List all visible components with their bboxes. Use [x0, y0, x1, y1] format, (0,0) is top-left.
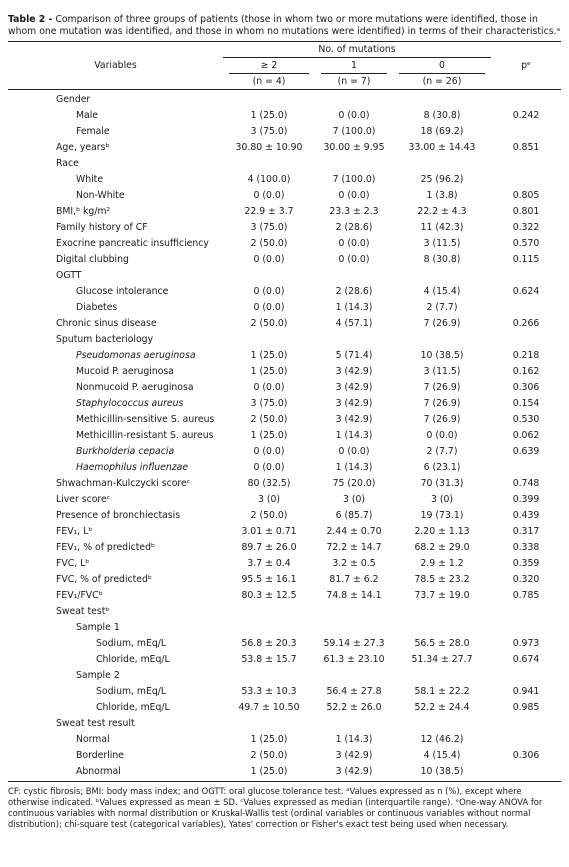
value-cell-g0: 52.2 ± 24.4	[414, 702, 470, 713]
value-cell-g2: 53.8 ± 15.7	[241, 654, 297, 665]
p-value-cell: 0.399	[512, 494, 540, 505]
value-cell-g1: 59.14 ± 27.3	[323, 638, 385, 649]
table-row	[8, 156, 561, 172]
value-cell-g0: 19 (73.1)	[420, 510, 464, 521]
row-label: Sodium, mEq/L	[96, 638, 167, 649]
value-cell-g2: 1 (25.0)	[250, 110, 288, 121]
p-value-cell: 0.941	[512, 686, 540, 697]
value-cell-g0	[393, 668, 491, 684]
mutations-header: No. of mutations	[223, 42, 491, 58]
table-row	[8, 332, 561, 348]
value-cell-g1	[315, 716, 393, 732]
table-row	[8, 172, 561, 188]
table-row	[8, 380, 561, 396]
value-cell-g0: 8 (30.8)	[423, 254, 461, 265]
value-cell-g2: 1 (25.0)	[223, 764, 315, 782]
value-cell-g0: 22.2 ± 4.3	[417, 206, 467, 217]
row-label: Chloride, mEq/L	[96, 702, 170, 713]
row-label: Burkholderia cepacia	[76, 446, 175, 457]
value-cell-g1: 3 (0)	[342, 494, 366, 505]
value-cell-g2	[223, 268, 315, 284]
value-cell-g2: 0 (0.0)	[253, 462, 285, 473]
value-cell-g1: 0 (0.0)	[338, 254, 370, 265]
value-cell-g1: 72.2 ± 14.7	[326, 542, 382, 553]
row-label: Mucoid P. aeruginosa	[76, 366, 174, 377]
value-cell-g0: 4 (15.4)	[423, 750, 461, 761]
value-cell-g1	[315, 268, 393, 284]
value-cell-g1: 2.44 ± 0.70	[326, 526, 382, 537]
row-label: Family history of CF	[56, 222, 148, 233]
p-value-cell: 0.317	[512, 526, 540, 537]
table-row	[8, 236, 561, 252]
row-label: Pseudomonas aeruginosa	[76, 350, 196, 361]
value-cell-g1: 3 (42.9)	[335, 398, 373, 409]
value-cell-g1: 6 (85.7)	[335, 510, 373, 521]
value-cell-g2: 0 (0.0)	[253, 190, 285, 201]
value-cell-g0	[393, 604, 491, 620]
value-cell-g0: 10 (38.5)	[420, 350, 464, 361]
table-row	[8, 428, 561, 444]
value-cell-g2	[223, 604, 315, 620]
value-cell-g0: 10 (38.5)	[393, 764, 491, 782]
p-value-cell: 0.570	[512, 238, 540, 249]
p-value-cell	[491, 732, 561, 748]
value-cell-g1: 23.3 ± 2.3	[329, 206, 379, 217]
value-cell-g0: 3 (11.5)	[423, 238, 461, 249]
value-cell-g1: 2 (28.6)	[335, 222, 373, 233]
group-n-0: (n = 26)	[422, 76, 462, 87]
value-cell-g1: 0 (0.0)	[338, 110, 370, 121]
value-cell-g1	[315, 90, 393, 108]
p-value-cell: 0.785	[512, 590, 540, 601]
p-value-cell	[491, 604, 561, 620]
p-value-cell: 0.154	[512, 398, 540, 409]
p-value-cell: 0.242	[512, 110, 540, 121]
value-cell-g1: 0 (0.0)	[338, 446, 370, 457]
value-cell-g2: 0 (0.0)	[253, 302, 285, 313]
table-caption-text: Comparison of three groups of patients (those in whom two or more mutations were identified, those in whom one mutation was identified, and those in whom no mutations were identified) in terms of their characteristics.ᵃ	[8, 14, 561, 37]
value-cell-g0: 78.5 ± 23.2	[414, 574, 470, 585]
p-value-cell: 0.359	[512, 558, 540, 569]
row-label: Sweat test result	[56, 718, 135, 729]
value-cell-g1: 3 (42.9)	[335, 750, 373, 761]
row-label: Haemophilus influenzae	[76, 462, 189, 473]
row-label: Sputum bacteriology	[56, 334, 154, 345]
table-row	[8, 620, 561, 636]
value-cell-g2: 0 (0.0)	[253, 446, 285, 457]
row-label: White	[76, 174, 104, 185]
value-cell-g2: 3 (75.0)	[250, 222, 288, 233]
p-value-cell	[491, 156, 561, 172]
value-cell-g1: 2 (28.6)	[335, 286, 373, 297]
table-row	[8, 508, 561, 524]
value-cell-g0: 3 (0)	[430, 494, 454, 505]
p-value-cell	[491, 668, 561, 684]
comparison-table-body	[8, 90, 561, 782]
value-cell-g1	[315, 668, 393, 684]
value-cell-g1: 7 (100.0)	[332, 174, 376, 185]
table-row	[8, 572, 561, 588]
value-cell-g0: 58.1 ± 22.2	[414, 686, 470, 697]
row-label: Methicillin-resistant S. aureus	[76, 430, 214, 441]
value-cell-g2: 1 (25.0)	[250, 366, 288, 377]
p-value-cell: 0.062	[512, 430, 540, 441]
table-row	[8, 716, 561, 732]
value-cell-g1	[315, 604, 393, 620]
row-label: Chronic sinus disease	[56, 318, 157, 329]
table-row	[8, 364, 561, 380]
value-cell-g1: 75 (20.0)	[332, 478, 376, 489]
value-cell-g1: 52.2 ± 26.0	[326, 702, 382, 713]
value-cell-g0	[393, 332, 491, 348]
value-cell-g1: 5 (71.4)	[335, 350, 373, 361]
table-row	[8, 700, 561, 716]
p-value-cell	[491, 172, 561, 188]
row-label: Presence of bronchiectasis	[56, 510, 181, 521]
p-value-cell	[491, 90, 561, 108]
p-value-cell: 0.801	[512, 206, 540, 217]
value-cell-g2	[223, 620, 315, 636]
value-cell-g0: 2 (7.7)	[426, 446, 458, 457]
table-body	[8, 90, 561, 782]
table-row	[8, 348, 561, 364]
value-cell-g0	[393, 90, 491, 108]
value-cell-g1: 56.4 ± 27.8	[326, 686, 382, 697]
p-header: pᵉ	[521, 60, 531, 71]
value-cell-g0	[393, 620, 491, 636]
table-page	[8, 0, 561, 830]
table-row	[8, 540, 561, 556]
value-cell-g2: 0 (0.0)	[253, 254, 285, 265]
value-cell-g2: 1 (25.0)	[250, 430, 288, 441]
row-label: FEV₁, % of predictedᵇ	[56, 542, 156, 553]
value-cell-g1: 30.00 ± 9.95	[323, 142, 385, 153]
row-label: Staphylococcus aureus	[76, 398, 184, 409]
value-cell-g0: 12 (46.2)	[420, 734, 464, 745]
table-row	[8, 252, 561, 268]
value-cell-g2: 53.3 ± 10.3	[241, 686, 297, 697]
p-value-cell: 0.674	[512, 654, 540, 665]
table-row	[8, 204, 561, 220]
table-row	[8, 124, 561, 140]
value-cell-g1: 4 (57.1)	[335, 318, 373, 329]
value-cell-g0: 68.2 ± 29.0	[414, 542, 470, 553]
group-header-0: 0	[399, 58, 485, 74]
p-value-cell: 0.748	[512, 478, 540, 489]
table-row	[8, 492, 561, 508]
value-cell-g2: 22.9 ± 3.7	[244, 206, 294, 217]
value-cell-g1: 7 (100.0)	[332, 126, 376, 137]
table-row	[8, 444, 561, 460]
p-value-cell	[491, 716, 561, 732]
row-label: FVC, Lᵇ	[56, 558, 90, 569]
table-row	[8, 460, 561, 476]
value-cell-g1	[315, 332, 393, 348]
value-cell-g2: 3 (75.0)	[250, 126, 288, 137]
row-label: Sodium, mEq/L	[96, 686, 167, 697]
p-value-cell	[491, 268, 561, 284]
p-value-cell: 0.162	[512, 366, 540, 377]
table-row	[8, 652, 561, 668]
table-row	[8, 108, 561, 124]
value-cell-g2: 2 (50.0)	[250, 414, 288, 425]
value-cell-g1: 3 (42.9)	[315, 764, 393, 782]
variables-header: Variables	[94, 60, 137, 71]
table-footnote: CF: cystic fibrosis; BMI: body mass index; and OGTT: oral glucose tolerance test. ᵃValues expressed as n (%), except where otherwise indicated. ᵇValues expressed as mean ± SD. ᶜValues expressed as median (interquartile range). ᵉOne-way ANOVA for continuous variables with normal distribution or Kruskal-Wallis test (ordinal variables or continuous variables without normal distribution); chi-square test (categorical variables), Yates' correction or Fisher's exact test being used when necessary.	[8, 786, 543, 829]
value-cell-g2: 0 (0.0)	[253, 286, 285, 297]
value-cell-g2: 3 (75.0)	[250, 398, 288, 409]
value-cell-g0: 3 (11.5)	[423, 366, 461, 377]
value-cell-g0: 2 (7.7)	[426, 302, 458, 313]
table-row	[8, 412, 561, 428]
p-value-cell	[491, 332, 561, 348]
table-row	[8, 764, 561, 782]
p-value-cell	[491, 620, 561, 636]
row-label: Digital clubbing	[56, 254, 129, 265]
table-row	[8, 748, 561, 764]
row-label: Age, yearsᵇ	[56, 142, 110, 153]
table-caption	[8, 14, 561, 38]
row-label: Glucose intolerance	[76, 286, 169, 297]
value-cell-g2: 56.8 ± 20.3	[241, 638, 297, 649]
row-label: Male	[76, 110, 99, 121]
value-cell-g1: 81.7 ± 6.2	[329, 574, 379, 585]
table-row	[8, 732, 561, 748]
table-row	[8, 300, 561, 316]
table-row	[8, 220, 561, 236]
row-label: FVC, % of predictedᵇ	[56, 574, 152, 585]
value-cell-g0	[393, 716, 491, 732]
value-cell-g2	[223, 332, 315, 348]
row-label: Methicillin-sensitive S. aureus	[76, 414, 215, 425]
group-n-2plus: (n = 4)	[252, 76, 286, 87]
value-cell-g2	[223, 716, 315, 732]
value-cell-g1: 3 (42.9)	[335, 382, 373, 393]
value-cell-g0	[393, 268, 491, 284]
value-cell-g0: 7 (26.9)	[423, 382, 461, 393]
row-label: Normal	[76, 734, 110, 745]
value-cell-g1: 1 (14.3)	[335, 302, 373, 313]
value-cell-g0: 1 (3.8)	[426, 190, 458, 201]
table-row	[8, 188, 561, 204]
table-row	[8, 556, 561, 572]
value-cell-g2: 95.5 ± 16.1	[241, 574, 297, 585]
row-label: Nonmucoid P. aeruginosa	[76, 382, 194, 393]
row-label: BMI,ᵇ kg/m²	[56, 206, 111, 217]
value-cell-g1: 0 (0.0)	[338, 190, 370, 201]
group-n-1: (n = 7)	[337, 76, 371, 87]
value-cell-g1: 1 (14.3)	[335, 734, 373, 745]
row-label: FEV₁, Lᵇ	[56, 526, 93, 537]
p-value-cell: 0.115	[512, 254, 540, 265]
value-cell-g2: 0 (0.0)	[253, 382, 285, 393]
row-label: Sweat testᵇ	[56, 606, 110, 617]
row-label: Shwachman-Kulczycki scoreᶜ	[56, 478, 191, 489]
value-cell-g0: 2.20 ± 1.13	[414, 526, 470, 537]
table-row	[8, 636, 561, 652]
row-label: Female	[76, 126, 110, 137]
value-cell-g2: 2 (50.0)	[250, 238, 288, 249]
p-value-cell: 0.320	[512, 574, 540, 585]
value-cell-g0: 2.9 ± 1.2	[420, 558, 464, 569]
value-cell-g0	[393, 156, 491, 172]
row-label: Non-White	[76, 190, 125, 201]
row-label: Borderline	[76, 750, 124, 761]
p-value-cell: 0.266	[512, 318, 540, 329]
comparison-table	[8, 42, 561, 89]
p-value-cell: 0.306	[512, 382, 540, 393]
p-value-cell: 0.624	[512, 286, 540, 297]
value-cell-g2: 3.7 ± 0.4	[247, 558, 291, 569]
value-cell-g1	[315, 156, 393, 172]
value-cell-g0: 25 (96.2)	[420, 174, 464, 185]
value-cell-g0: 8 (30.8)	[423, 110, 461, 121]
value-cell-g1	[315, 620, 393, 636]
p-value-cell	[491, 460, 561, 476]
row-label: FEV₁/FVCᵇ	[56, 590, 103, 601]
p-value-cell: 0.530	[512, 414, 540, 425]
value-cell-g2: 1 (25.0)	[250, 350, 288, 361]
value-cell-g0: 6 (23.1)	[423, 462, 461, 473]
p-value-cell: 0.338	[512, 542, 540, 553]
p-value-cell: 0.851	[512, 142, 540, 153]
value-cell-g2	[223, 90, 315, 108]
row-label: Sample 2	[76, 670, 120, 681]
table-row	[8, 316, 561, 332]
row-label: Gender	[56, 94, 91, 105]
value-cell-g2: 49.7 ± 10.50	[238, 702, 300, 713]
table-row	[8, 268, 561, 284]
value-cell-g2: 3 (0)	[257, 494, 281, 505]
value-cell-g0: 7 (26.9)	[423, 414, 461, 425]
row-label: Chloride, mEq/L	[96, 654, 170, 665]
value-cell-g0: 33.00 ± 14.43	[408, 142, 476, 153]
value-cell-g1: 1 (14.3)	[335, 462, 373, 473]
table-row	[8, 140, 561, 156]
value-cell-g2	[223, 156, 315, 172]
row-label: OGTT	[56, 270, 82, 281]
group-header-2plus: ≥ 2	[229, 58, 309, 74]
value-cell-g1: 3 (42.9)	[335, 366, 373, 377]
p-value-cell: 0.805	[512, 190, 540, 201]
p-value-cell: 0.322	[512, 222, 540, 233]
p-value-cell	[491, 124, 561, 140]
p-value-cell	[491, 764, 561, 782]
row-label: Exocrine pancreatic insufficiency	[56, 238, 209, 249]
value-cell-g1: 74.8 ± 14.1	[326, 590, 382, 601]
row-label: Race	[56, 158, 79, 169]
p-value-cell: 0.985	[512, 702, 540, 713]
value-cell-g2: 2 (50.0)	[250, 510, 288, 521]
value-cell-g1: 3 (42.9)	[335, 414, 373, 425]
value-cell-g0: 51.34 ± 27.7	[411, 654, 473, 665]
table-row	[8, 284, 561, 300]
value-cell-g1: 61.3 ± 23.10	[323, 654, 385, 665]
value-cell-g0: 70 (31.3)	[420, 478, 464, 489]
p-value-cell: 0.306	[512, 750, 540, 761]
value-cell-g0: 0 (0.0)	[426, 430, 458, 441]
value-cell-g1: 1 (14.3)	[335, 430, 373, 441]
table-row	[8, 524, 561, 540]
value-cell-g0: 11 (42.3)	[420, 222, 464, 233]
value-cell-g2: 4 (100.0)	[247, 174, 291, 185]
value-cell-g0: 7 (26.9)	[423, 398, 461, 409]
value-cell-g2: 2 (50.0)	[250, 750, 288, 761]
row-label: Liver scoreᶜ	[56, 494, 111, 505]
table-row	[8, 588, 561, 604]
row-label: Sample 1	[76, 622, 120, 633]
p-value-cell: 0.973	[512, 638, 540, 649]
value-cell-g2: 80.3 ± 12.5	[241, 590, 297, 601]
value-cell-g0: 4 (15.4)	[423, 286, 461, 297]
value-cell-g2: 30.80 ± 10.90	[235, 142, 303, 153]
value-cell-g2: 89.7 ± 26.0	[241, 542, 297, 553]
table-row	[8, 684, 561, 700]
table-row	[8, 668, 561, 684]
table-header	[8, 42, 561, 89]
row-label: Diabetes	[76, 302, 118, 313]
value-cell-g0: 18 (69.2)	[420, 126, 464, 137]
table-row	[8, 604, 561, 620]
table-row	[8, 396, 561, 412]
table-caption-label: Table 2 -	[8, 14, 53, 25]
table-row	[8, 90, 561, 108]
row-label: Abnormal	[8, 764, 223, 782]
value-cell-g2: 80 (32.5)	[247, 478, 291, 489]
value-cell-g1: 0 (0.0)	[338, 238, 370, 249]
value-cell-g0: 7 (26.9)	[423, 318, 461, 329]
value-cell-g0: 56.5 ± 28.0	[414, 638, 470, 649]
group-header-1: 1	[321, 58, 387, 74]
value-cell-g1: 3.2 ± 0.5	[332, 558, 376, 569]
p-value-cell	[491, 300, 561, 316]
p-value-cell: 0.639	[512, 446, 540, 457]
value-cell-g2: 1 (25.0)	[250, 734, 288, 745]
value-cell-g2: 3.01 ± 0.71	[241, 526, 297, 537]
value-cell-g0: 73.7 ± 19.0	[414, 590, 470, 601]
p-value-cell: 0.439	[512, 510, 540, 521]
value-cell-g2: 2 (50.0)	[250, 318, 288, 329]
value-cell-g2	[223, 668, 315, 684]
p-value-cell: 0.218	[512, 350, 540, 361]
table-row	[8, 476, 561, 492]
